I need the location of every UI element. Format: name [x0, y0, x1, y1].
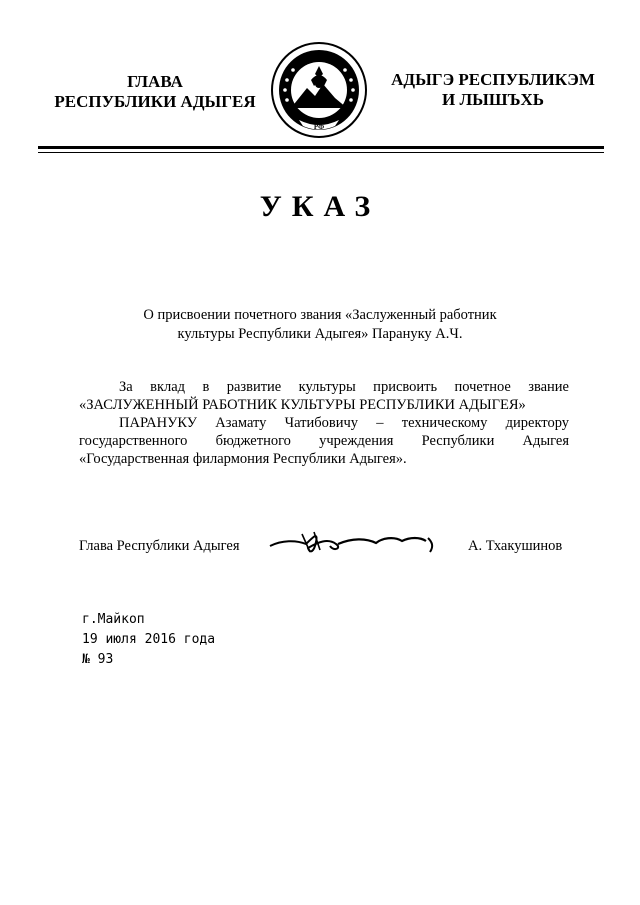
header-right-line2: И ЛЫШЪХЬ [441, 90, 545, 109]
decree-subject [120, 306, 520, 344]
decree-city: г.Майкоп [82, 612, 145, 627]
decree-date: 19 июля 2016 года [82, 632, 216, 647]
body-paragraph-2: ПАРАНУКУ Азамату Чатибовичу – техническому директору государственного бюджетного учреждения Республики Адыгея «Государственная филармония Республики Адыгея». [79, 415, 569, 467]
document-title: УКАЗ [259, 190, 381, 223]
decree-body [79, 378, 569, 468]
header-left-line2: РЕСПУБЛИКИ АДЫГЕЯ [54, 92, 256, 111]
handwritten-signature [262, 526, 448, 558]
header-right-line1: АДЫГЭ РЕСПУБЛИКЭМ [391, 70, 595, 89]
decree-number: № 93 [82, 652, 114, 667]
header-left [40, 72, 270, 112]
signatory-position: Глава Республики Адыгея [79, 538, 240, 554]
subject-line-1: О присвоении почетного звания «Заслуженный работник [143, 307, 497, 323]
subject-line-2: культуры Республики Адыгея» Парануку А.Ч. [177, 326, 463, 342]
coat-of-arms-icon [269, 40, 369, 140]
body-line-2: «ЗАСЛУЖЕННЫЙ РАБОТНИК КУЛЬТУРЫ РЕСПУБЛИКИ АДЫГЕЯ» [79, 397, 526, 413]
header-rule-thick [38, 146, 604, 149]
header-rule-thin [38, 152, 604, 153]
header-left-line1: ГЛАВА [127, 72, 183, 91]
place-date-number [82, 610, 215, 670]
svg-text:РФ: РФ [313, 123, 325, 131]
body-line-1: За вклад в развитие культуры присвоить почетное звание [119, 379, 569, 395]
header-right [382, 70, 604, 110]
signatory-name: А. Тхакушинов [468, 538, 563, 554]
